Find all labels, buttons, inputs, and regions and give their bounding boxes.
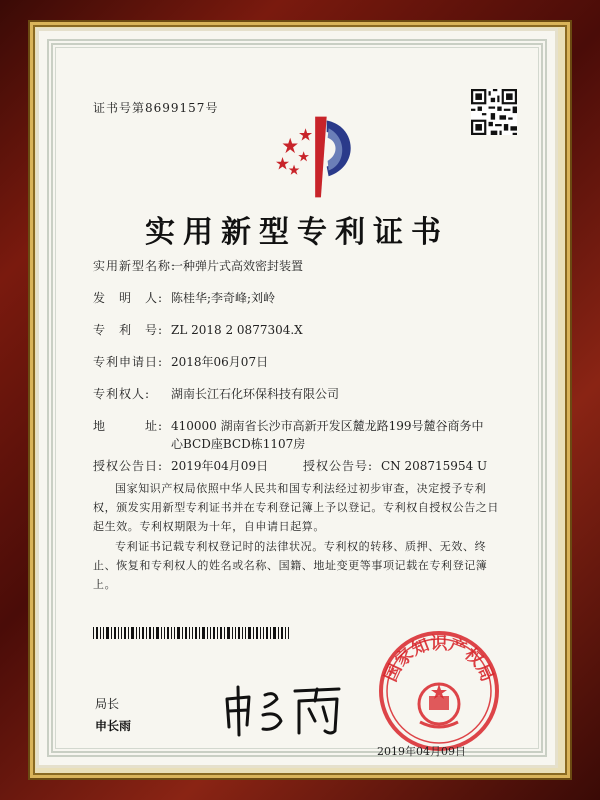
grant-date-value: 2019年04月09日 — [171, 459, 269, 473]
certificate-title: 实用新型专利证书 — [145, 215, 449, 250]
record-paragraph: 专利证书记载专利权登记时的法律状况。专利权的转移、质押、无效、终止、恢复和专利权人的姓名或名称、国籍、地址变更等事项记载在专利登记簿上。 — [93, 540, 488, 591]
address-line-2: 心BCD座BCD栋1107房 — [171, 437, 306, 451]
certificate-paper — [36, 28, 558, 768]
seal-date: 2019年04月09日 — [377, 745, 466, 758]
apply-date-row — [93, 353, 268, 370]
patent-number-row — [93, 321, 303, 338]
address-row — [93, 417, 484, 434]
inventor-label: 发 明 人: — [93, 291, 164, 305]
patent-number-value: ZL 2018 2 0877304.X — [171, 323, 303, 337]
grant-paragraph: 国家知识产权局依照中华人民共和国专利法经过初步审查，决定授予专利权，颁发实用新型专利证书并在专利登记簿上予以登记。专利权自授权公告之日起生效。专利权期限为十年，自申请日起算。 — [93, 482, 499, 533]
grant-number-value: CN 208715954 U — [381, 459, 488, 473]
inventor-row — [93, 289, 275, 306]
grant-number-row — [303, 457, 487, 474]
seal-text: 国家知识产权局 — [381, 634, 497, 685]
address-line-1: 410000 湖南省长沙市高新开发区麓龙路199号麓谷商务中 — [171, 419, 484, 433]
signer-title: 局长 — [95, 697, 120, 711]
patent-number-label: 专 利 号: — [93, 323, 164, 337]
grant-number-label: 授权公告号: — [303, 459, 374, 473]
utility-name-label: 实用新型名称: — [93, 259, 177, 273]
barcode-icon — [93, 627, 289, 639]
grant-date-label: 授权公告日: — [93, 459, 164, 473]
signer-name: 申长雨 — [95, 719, 132, 733]
address-row-2 — [171, 435, 305, 452]
apply-date-label: 专利申请日: — [93, 355, 164, 369]
svg-text:国家知识产权局 — [381, 634, 497, 685]
holder-value: 湖南长江石化环保科技有限公司 — [171, 387, 340, 401]
inventor-value: 陈桂华;李奇峰;刘岭 — [171, 291, 276, 305]
holder-row — [93, 385, 339, 402]
utility-name-row — [93, 257, 303, 274]
utility-name-value: 一种弹片式高效密封装置 — [171, 259, 304, 273]
official-seal-icon — [374, 626, 504, 756]
handwritten-signature-icon — [219, 681, 359, 739]
grant-date-row — [93, 457, 268, 474]
patent-office-logo-icon — [271, 109, 367, 205]
qr-code-icon — [471, 89, 517, 135]
address-label: 地 址: — [93, 419, 164, 433]
holder-label: 专利权人: — [93, 387, 151, 401]
apply-date-value: 2018年06月07日 — [171, 355, 269, 369]
certificate-number: 证书号第8699157号 — [93, 101, 219, 115]
